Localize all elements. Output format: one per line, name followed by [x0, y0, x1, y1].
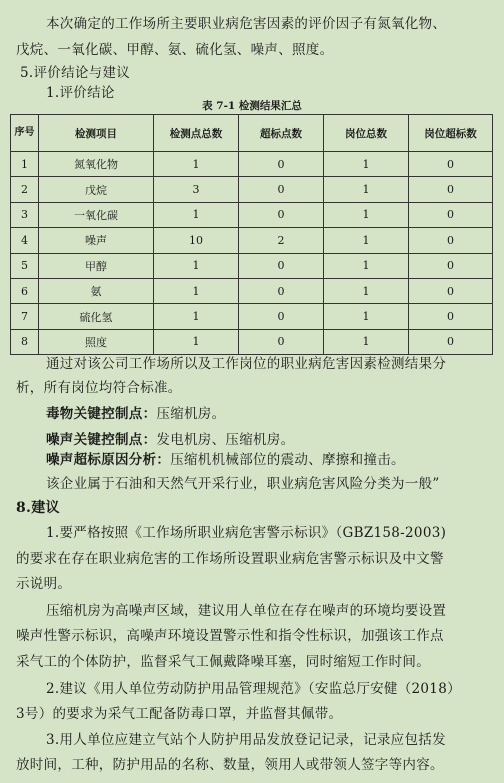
cell: 1 — [154, 253, 239, 278]
header-item: 检测项目 — [39, 115, 154, 152]
cell: 0 — [409, 152, 493, 177]
cell: 戊烷 — [39, 177, 154, 202]
over-label: 噪声超标原因分析： — [46, 452, 171, 468]
cell: 5 — [11, 253, 39, 278]
cell: 1 — [154, 152, 239, 177]
cell: 1 — [324, 202, 409, 227]
toxic-value: 压缩机房。 — [156, 406, 226, 422]
table-row — [11, 177, 493, 202]
cell: 3 — [154, 177, 239, 202]
cell: 0 — [239, 304, 324, 329]
cell: 氨 — [39, 278, 154, 303]
cell: 0 — [409, 177, 493, 202]
table-row — [11, 278, 493, 303]
intro-line-2: 戊烷、一氧化碳、甲醇、氨、硫化氢、噪声、照度。 — [16, 42, 334, 58]
cell: 0 — [239, 278, 324, 303]
cell: 氮氧化物 — [39, 152, 154, 177]
advice-noise-line-2: 噪声性警示标识，高噪声环境设置警示性和指令性标识，加强该工作点 — [16, 628, 444, 644]
cell: 甲醇 — [39, 253, 154, 278]
cell: 0 — [239, 202, 324, 227]
cell: 0 — [409, 278, 493, 303]
cell: 2 — [11, 177, 39, 202]
advice-1-line-2: 的要求在存在职业病危害的工作场所设置职业病危害警示标识及中文警 — [16, 551, 444, 567]
header-exceed-posts: 岗位超标数 — [409, 115, 493, 152]
cell: 0 — [239, 177, 324, 202]
cell: 3 — [11, 202, 39, 227]
cell: 8 — [11, 329, 39, 354]
advice-noise-line-1: 压缩机房为高噪声区域，建议用人单位在存在噪声的环境均要设置 — [46, 603, 447, 619]
cell: 噪声 — [39, 228, 154, 253]
advice-2-line-2: 3号）的要求为采气工配备防毒口罩，并监督其佩带。 — [16, 706, 343, 722]
noise-label: 噪声关键控制点： — [46, 432, 157, 448]
cell: 0 — [409, 304, 493, 329]
advice-1-line-3: 示说明。 — [16, 576, 72, 592]
advice-3-line-1: 3.用人单位应建立气站个人防护用品发放登记记录，记录应包括发 — [46, 732, 446, 748]
cell: 6 — [11, 278, 39, 303]
cell: 1 — [154, 202, 239, 227]
table-row — [11, 304, 493, 329]
cell: 照度 — [39, 329, 154, 354]
advice-1-line-1: 1.要严格按照《工作场所职业病危害警示标识》（GBZ158-2003) — [46, 525, 447, 541]
section-5-heading: 5.评价结论与建议 — [20, 65, 131, 81]
results-table — [10, 114, 493, 355]
table-row — [11, 202, 493, 227]
header-index: 序号 — [11, 115, 39, 152]
cell: 1 — [324, 152, 409, 177]
advice-3-line-2: 放时间，工种，防护用品的名称、数量，领用人或带领人签字等内容。 — [16, 757, 444, 773]
noise-control-point — [46, 428, 504, 448]
intro-line-1: 本次确定的工作场所主要职业病危害因素的评价因子有氮氧化物、 — [46, 16, 447, 32]
conclusion-line-1: 通过对该公司工作场所以及工作岗位的职业病危害因素检测结果分 — [46, 356, 447, 372]
header-exceed-points: 超标点数 — [239, 115, 324, 152]
cell: 一氧化碳 — [39, 202, 154, 227]
cell: 0 — [409, 228, 493, 253]
cell: 1 — [324, 228, 409, 253]
toxic-label: 毒物关键控制点： — [46, 406, 157, 422]
cell: 0 — [239, 152, 324, 177]
cell: 10 — [154, 228, 239, 253]
toxic-control-point — [46, 402, 504, 422]
cell: 2 — [239, 228, 324, 253]
table-row — [11, 253, 493, 278]
header-points: 检测点总数 — [154, 115, 239, 152]
cell: 7 — [11, 304, 39, 329]
cell: 1 — [324, 329, 409, 354]
cell: 1 — [154, 329, 239, 354]
cell: 0 — [409, 329, 493, 354]
risk-classification: 该企业属于石油和天然气开采行业，职业病危害风险分类为一般” — [46, 476, 440, 492]
table-row — [11, 228, 493, 253]
cell: 1 — [324, 253, 409, 278]
cell: 1 — [154, 304, 239, 329]
advice-noise-line-3: 采气工的个体防护，监督采气工佩戴降噪耳塞，同时缩短工作时间。 — [16, 654, 430, 670]
table-row — [11, 152, 493, 177]
cell: 硫化氢 — [39, 304, 154, 329]
noise-exceed-analysis — [46, 448, 504, 468]
section-8-heading: 8.建议 — [16, 500, 60, 516]
conclusion-line-2: 析，所有岗位均符合标准。 — [16, 380, 182, 396]
section-5-subheading: 1.评价结论 — [46, 85, 115, 101]
noise-value: 发电机房、压缩机房。 — [156, 432, 295, 448]
cell: 1 — [324, 304, 409, 329]
cell: 1 — [154, 278, 239, 303]
cell: 0 — [409, 202, 493, 227]
header-posts: 岗位总数 — [324, 115, 409, 152]
table-row — [11, 329, 493, 354]
cell: 0 — [239, 253, 324, 278]
table-header-row — [11, 115, 493, 152]
cell: 4 — [11, 228, 39, 253]
advice-2-line-1: 2.建议《用人单位劳动防护用品管理规范》（安监总厅安健（2018） — [46, 681, 461, 697]
cell: 1 — [11, 152, 39, 177]
cell: 1 — [324, 278, 409, 303]
over-value: 压缩机机械部位的震动、摩擦和撞击。 — [170, 452, 405, 468]
cell: 0 — [239, 329, 324, 354]
cell: 1 — [324, 177, 409, 202]
table-caption: 表 7-1 检测结果汇总 — [202, 100, 302, 112]
cell: 0 — [409, 253, 493, 278]
